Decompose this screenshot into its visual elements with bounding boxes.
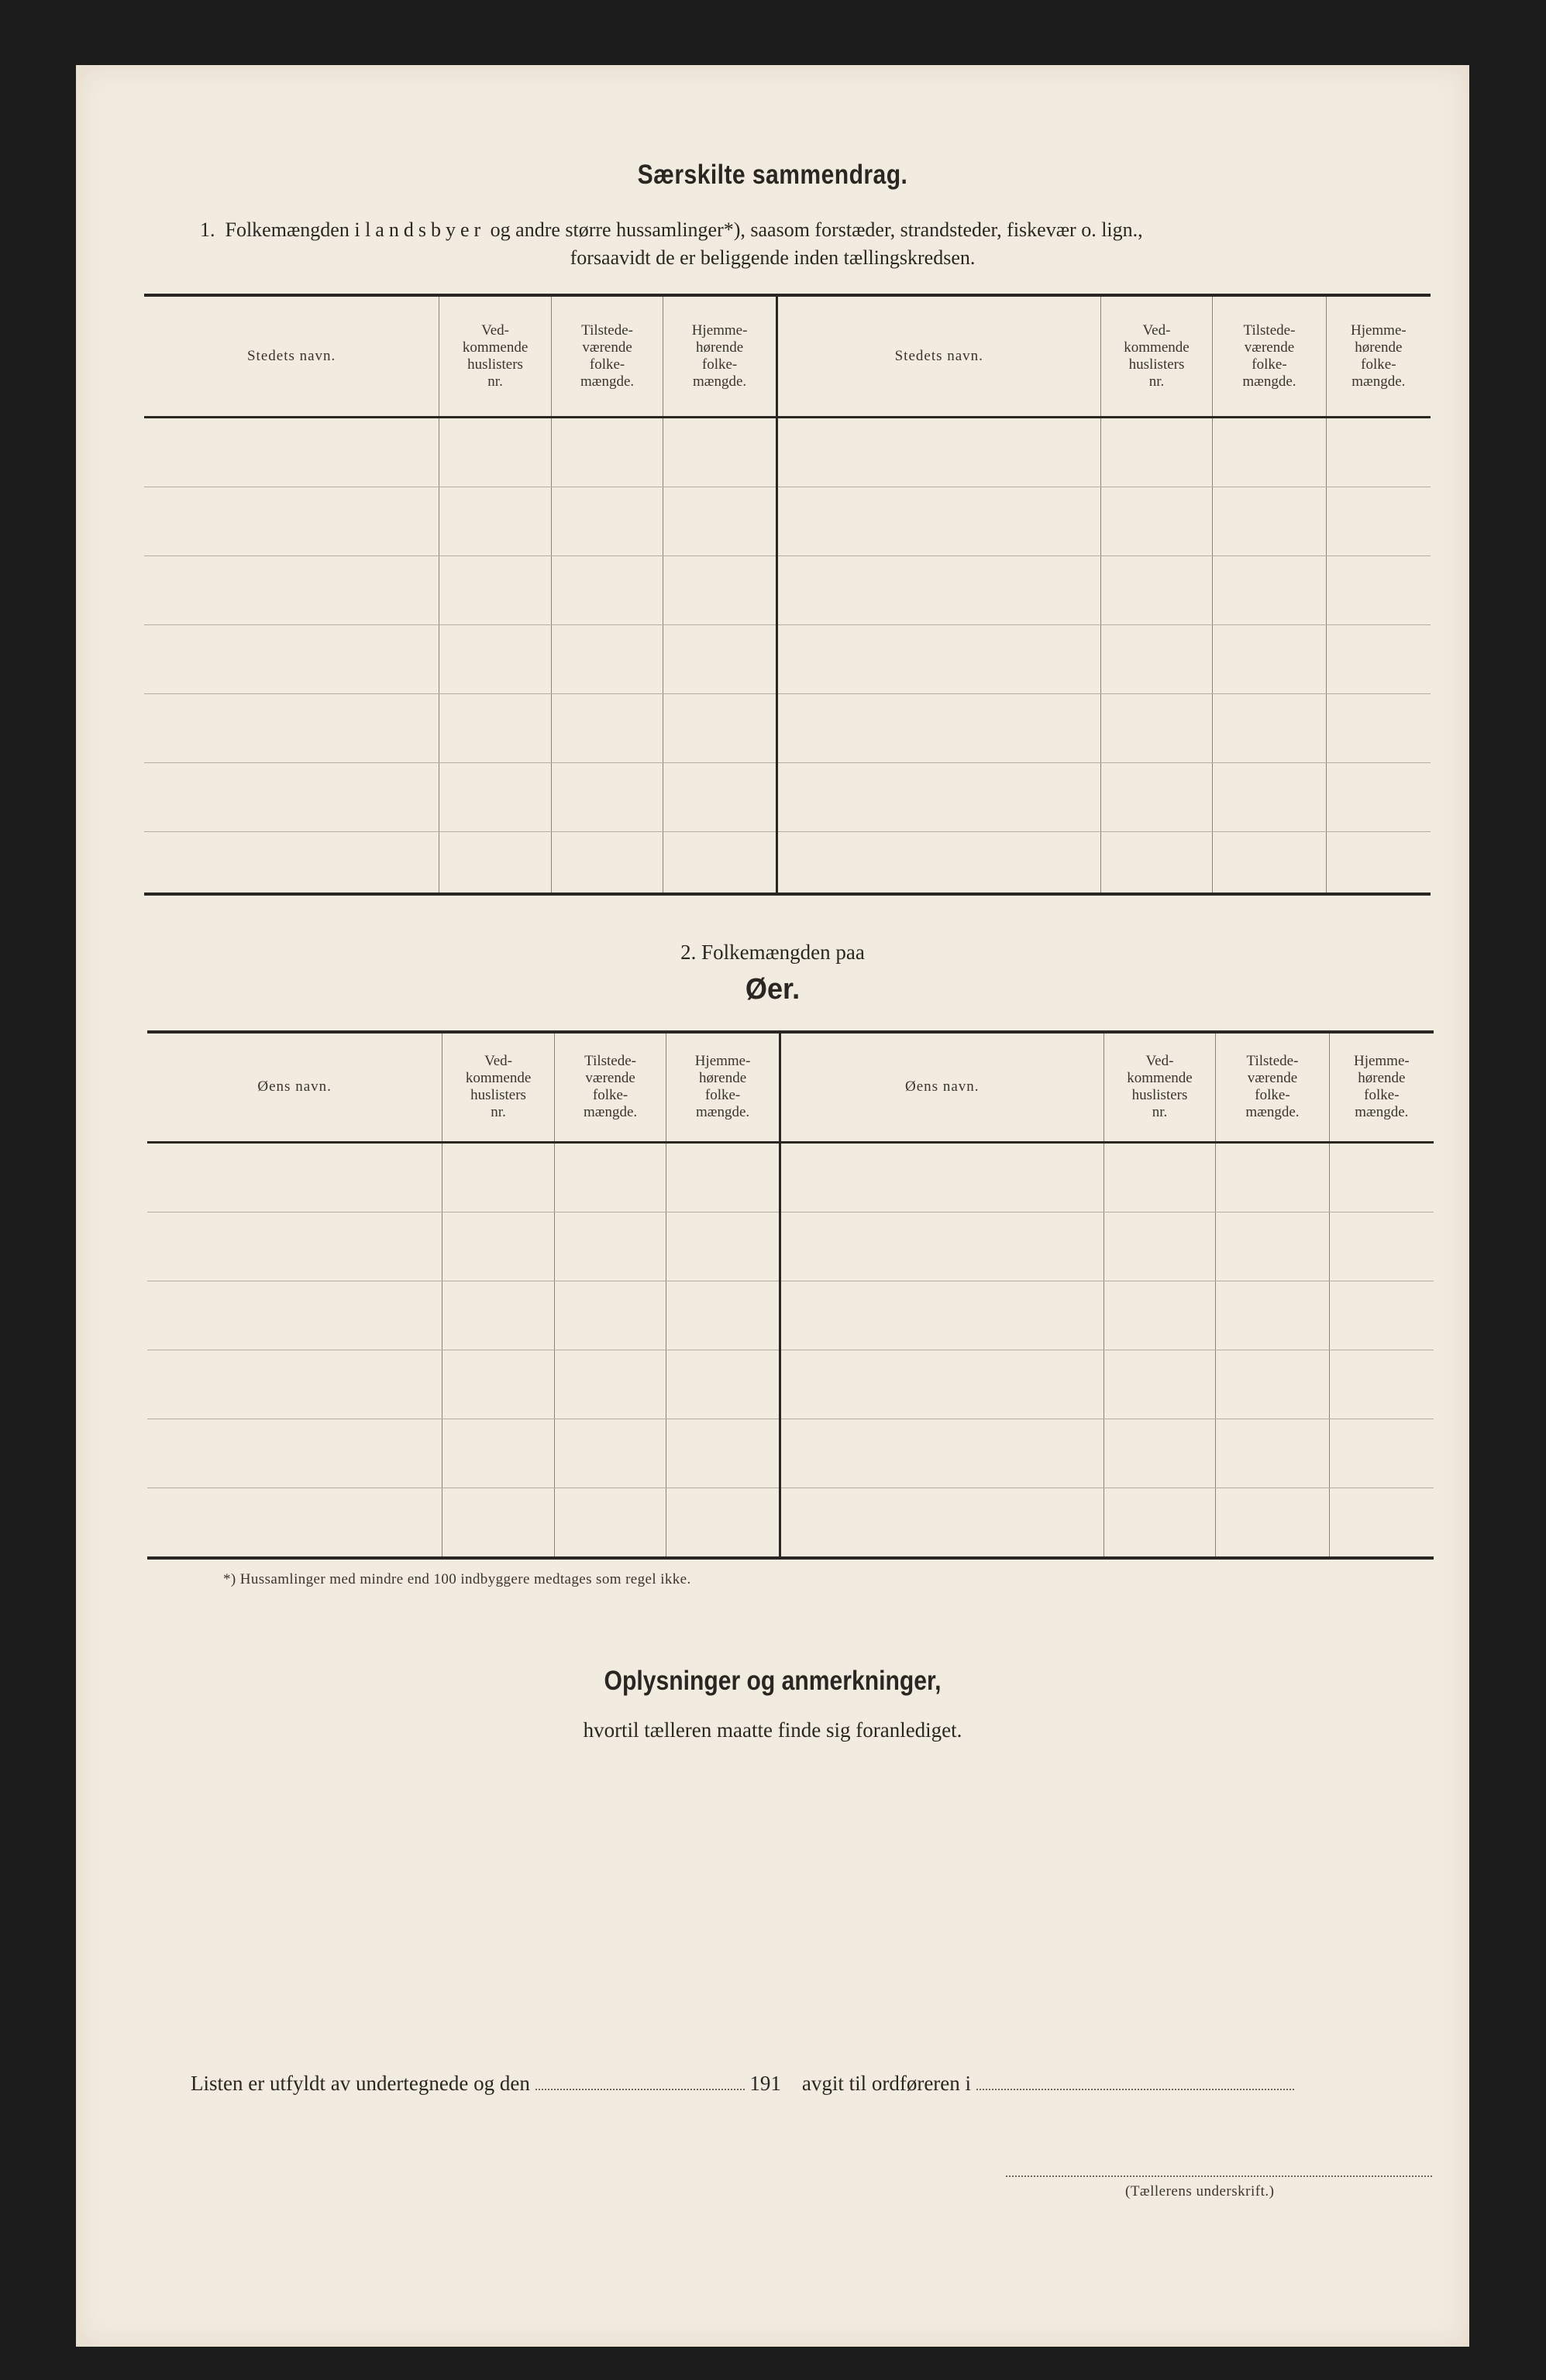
form-page xyxy=(76,65,1469,2347)
table-cell[interactable] xyxy=(1329,1212,1434,1281)
page-title: Særskilte sammendrag. xyxy=(637,160,908,190)
table-cell[interactable] xyxy=(144,555,439,624)
header-tilstedevaerende: Tilstede- værende folke- mængde. xyxy=(551,295,663,417)
table-cell[interactable] xyxy=(666,1419,780,1488)
table-cell[interactable] xyxy=(1104,1350,1216,1419)
table-cell[interactable] xyxy=(663,487,776,555)
table-cell[interactable] xyxy=(439,624,552,693)
table-row xyxy=(144,487,1431,555)
table-cell[interactable] xyxy=(1326,762,1431,831)
table-cell[interactable] xyxy=(439,831,552,894)
table-row xyxy=(147,1281,1434,1350)
municipality-field[interactable] xyxy=(976,2075,1294,2090)
table-cell[interactable] xyxy=(666,1142,780,1212)
footnote: *) Hussamlinger med mindre end 100 indbyggere medtages som regel ikke. xyxy=(223,1571,691,1587)
table-row xyxy=(144,831,1431,894)
header-stedets-navn: Stedets navn. xyxy=(144,295,439,417)
table-cell[interactable] xyxy=(147,1281,442,1350)
table-cell[interactable] xyxy=(442,1488,555,1558)
table-cell[interactable] xyxy=(663,624,776,693)
table-cell[interactable] xyxy=(551,624,663,693)
table-cell[interactable] xyxy=(551,831,663,894)
oer-table xyxy=(147,1030,1434,1560)
table-cell[interactable] xyxy=(776,624,1100,693)
table-cell[interactable] xyxy=(147,1142,442,1212)
header-oens-navn: Øens navn. xyxy=(780,1032,1104,1142)
date-field[interactable] xyxy=(535,2075,745,2090)
table-cell[interactable] xyxy=(780,1142,1104,1212)
table-cell[interactable] xyxy=(147,1212,442,1281)
table-cell[interactable] xyxy=(780,1281,1104,1350)
section1-number: 1. xyxy=(200,218,215,241)
table-cell[interactable] xyxy=(1100,762,1213,831)
table-cell[interactable] xyxy=(776,555,1100,624)
table-row xyxy=(147,1488,1434,1558)
section1-text-a: Folkemængden i xyxy=(225,218,360,241)
header-huslisters-nr: Ved- kommende huslisters nr. xyxy=(442,1032,555,1142)
section1-text-b: og andre større hussamlinger*), saasom forstæder, strandsteder, fiskevær o. lign., xyxy=(490,218,1143,241)
table-cell[interactable] xyxy=(1326,624,1431,693)
table-cell[interactable] xyxy=(780,1419,1104,1488)
table-cell[interactable] xyxy=(1213,624,1326,693)
table-row xyxy=(147,1350,1434,1419)
table-cell[interactable] xyxy=(439,762,552,831)
table-row xyxy=(144,417,1431,487)
signature-label: (Tællerens underskrift.) xyxy=(1125,2183,1275,2199)
section1-text-spaced: landsbyer xyxy=(365,218,486,241)
remarks-title: Oplysninger og anmerkninger, xyxy=(604,1666,942,1696)
table-cell[interactable] xyxy=(1100,487,1213,555)
table-row xyxy=(144,762,1431,831)
table-cell[interactable] xyxy=(1216,1212,1329,1281)
header-oens-navn: Øens navn. xyxy=(147,1032,442,1142)
table-cell[interactable] xyxy=(551,762,663,831)
table-cell[interactable] xyxy=(1104,1281,1216,1350)
table-row xyxy=(144,624,1431,693)
header-huslisters-nr: Ved- kommende huslisters nr. xyxy=(1100,295,1213,417)
table-cell[interactable] xyxy=(442,1350,555,1419)
table-cell[interactable] xyxy=(1213,417,1326,487)
header-hjemmehorende: Hjemme- hørende folke- mængde. xyxy=(663,295,776,417)
table-cell[interactable] xyxy=(442,1281,555,1350)
signature-year: 191 xyxy=(749,2072,781,2095)
table-cell[interactable] xyxy=(1216,1488,1329,1558)
header-tilstedevaerende: Tilstede- værende folke- mængde. xyxy=(554,1032,666,1142)
table-cell[interactable] xyxy=(1329,1488,1434,1558)
table-cell[interactable] xyxy=(663,417,776,487)
table-cell[interactable] xyxy=(1329,1281,1434,1350)
table-cell[interactable] xyxy=(442,1142,555,1212)
table-cell[interactable] xyxy=(1100,555,1213,624)
table-cell[interactable] xyxy=(439,693,552,762)
table-cell[interactable] xyxy=(554,1212,666,1281)
table-cell[interactable] xyxy=(442,1212,555,1281)
landsbyer-table xyxy=(144,294,1431,896)
table-cell[interactable] xyxy=(1326,555,1431,624)
table-cell[interactable] xyxy=(1213,555,1326,624)
table-cell[interactable] xyxy=(554,1142,666,1212)
table-cell[interactable] xyxy=(666,1350,780,1419)
table-cell[interactable] xyxy=(1329,1350,1434,1419)
header-huslisters-nr: Ved- kommende huslisters nr. xyxy=(439,295,552,417)
table-cell[interactable] xyxy=(439,555,552,624)
header-huslisters-nr: Ved- kommende huslisters nr. xyxy=(1104,1032,1216,1142)
header-tilstedevaerende: Tilstede- værende folke- mængde. xyxy=(1216,1032,1329,1142)
header-hjemmehorende: Hjemme- hørende folke- mængde. xyxy=(1329,1032,1434,1142)
table-cell[interactable] xyxy=(1326,487,1431,555)
section1-intro-line1 xyxy=(200,218,1440,242)
table-cell[interactable] xyxy=(663,693,776,762)
table-cell[interactable] xyxy=(1100,693,1213,762)
table-cell[interactable] xyxy=(144,487,439,555)
table-cell[interactable] xyxy=(666,1488,780,1558)
table-cell[interactable] xyxy=(776,487,1100,555)
table-cell[interactable] xyxy=(144,831,439,894)
section1-intro-line2: forsaavidt de er beliggende inden tællingskredsen. xyxy=(570,246,976,269)
section2-heading: Øer. xyxy=(745,973,801,1006)
header-tilstedevaerende: Tilstede- værende folke- mængde. xyxy=(1213,295,1326,417)
table-cell[interactable] xyxy=(147,1488,442,1558)
table-cell[interactable] xyxy=(1213,831,1326,894)
header-hjemmehorende: Hjemme- hørende folke- mængde. xyxy=(1326,295,1431,417)
table-row xyxy=(147,1212,1434,1281)
table-cell[interactable] xyxy=(439,417,552,487)
table-cell[interactable] xyxy=(1329,1142,1434,1212)
table-cell[interactable] xyxy=(551,693,663,762)
table-cell[interactable] xyxy=(1213,487,1326,555)
signature-text-b: avgit til ordføreren i xyxy=(801,2072,972,2095)
header-stedets-navn: Stedets navn. xyxy=(776,295,1100,417)
section2-intro: 2. Folkemængden paa xyxy=(680,941,865,964)
table-cell[interactable] xyxy=(554,1419,666,1488)
table-cell[interactable] xyxy=(1326,693,1431,762)
table-row xyxy=(147,1142,1434,1212)
table-cell[interactable] xyxy=(776,693,1100,762)
table-cell[interactable] xyxy=(1100,417,1213,487)
table-cell[interactable] xyxy=(144,693,439,762)
table-cell[interactable] xyxy=(663,762,776,831)
table-cell[interactable] xyxy=(1213,762,1326,831)
table-cell[interactable] xyxy=(1104,1419,1216,1488)
table-cell[interactable] xyxy=(551,417,663,487)
table-row xyxy=(147,1419,1434,1488)
table-cell[interactable] xyxy=(780,1488,1104,1558)
table-cell[interactable] xyxy=(554,1350,666,1419)
table-cell[interactable] xyxy=(147,1419,442,1488)
table-cell[interactable] xyxy=(551,487,663,555)
table-cell[interactable] xyxy=(1216,1142,1329,1212)
table-cell[interactable] xyxy=(1216,1350,1329,1419)
table-cell[interactable] xyxy=(144,624,439,693)
table-cell[interactable] xyxy=(147,1350,442,1419)
signature-field[interactable] xyxy=(1006,2175,1432,2177)
table-cell[interactable] xyxy=(554,1281,666,1350)
table-cell[interactable] xyxy=(1104,1212,1216,1281)
table-cell[interactable] xyxy=(1100,831,1213,894)
table-cell[interactable] xyxy=(663,831,776,894)
table-cell[interactable] xyxy=(663,555,776,624)
table-cell[interactable] xyxy=(554,1488,666,1558)
table-cell[interactable] xyxy=(666,1281,780,1350)
table-cell[interactable] xyxy=(1213,693,1326,762)
table-cell[interactable] xyxy=(780,1212,1104,1281)
table-cell[interactable] xyxy=(666,1212,780,1281)
table-cell[interactable] xyxy=(776,762,1100,831)
table-cell[interactable] xyxy=(551,555,663,624)
table-row xyxy=(144,693,1431,762)
signature-text-a: Listen er utfyldt av undertegnede og den xyxy=(191,2072,530,2095)
remarks-subtitle: hvortil tælleren maatte finde sig foranlediget. xyxy=(583,1718,962,1742)
table-cell[interactable] xyxy=(442,1419,555,1488)
table-row xyxy=(144,555,1431,624)
table-cell[interactable] xyxy=(780,1350,1104,1419)
table-cell[interactable] xyxy=(1329,1419,1434,1488)
table-cell[interactable] xyxy=(144,762,439,831)
table-cell[interactable] xyxy=(439,487,552,555)
table-cell[interactable] xyxy=(1216,1281,1329,1350)
table-cell[interactable] xyxy=(1104,1488,1216,1558)
table-cell[interactable] xyxy=(1100,624,1213,693)
signature-line xyxy=(191,2072,1294,2096)
table-cell[interactable] xyxy=(776,831,1100,894)
table-cell[interactable] xyxy=(1216,1419,1329,1488)
table-cell[interactable] xyxy=(144,417,439,487)
table-cell[interactable] xyxy=(1326,417,1431,487)
table-cell[interactable] xyxy=(1104,1142,1216,1212)
header-hjemmehorende: Hjemme- hørende folke- mængde. xyxy=(666,1032,780,1142)
table-cell[interactable] xyxy=(776,417,1100,487)
table-cell[interactable] xyxy=(1326,831,1431,894)
